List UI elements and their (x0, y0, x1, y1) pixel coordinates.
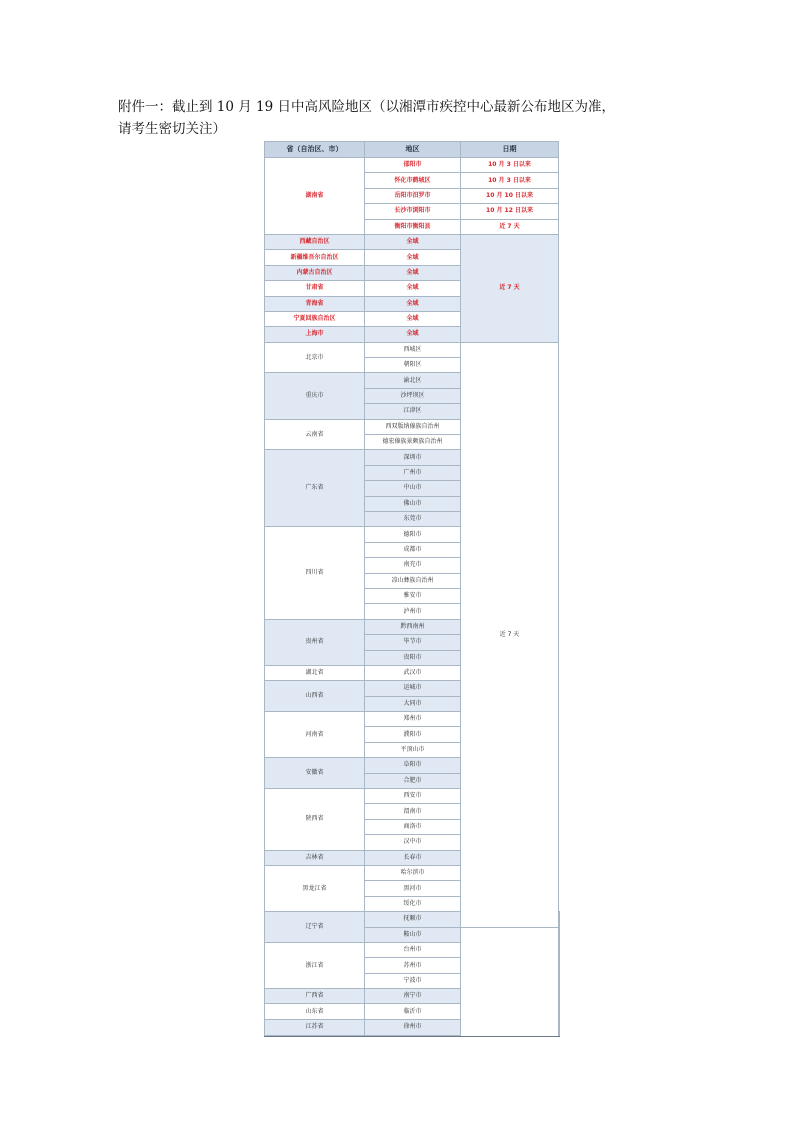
date-cell: 10 月 12 日以来 (461, 204, 559, 219)
area-cell: 渝北区 (365, 373, 461, 388)
area-cell: 岳阳市汨罗市 (365, 188, 461, 203)
area-cell: 全域 (365, 234, 461, 249)
province-cell: 贵州省 (265, 619, 365, 665)
province-cell: 浙江省 (265, 942, 365, 988)
table-header-row (265, 142, 560, 158)
date-cell: 近 7 天 (461, 219, 559, 234)
table-row (265, 989, 560, 1004)
province-cell: 四川省 (265, 527, 365, 619)
area-cell: 怀化市鹤城区 (365, 173, 461, 188)
area-cell: 全域 (365, 311, 461, 326)
area-cell: 德阳市 (365, 527, 461, 542)
area-cell: 濮阳市 (365, 727, 461, 742)
area-cell: 汉中市 (365, 835, 461, 850)
date-cell: 10 月 3 日以来 (461, 158, 559, 173)
province-cell: 吉林省 (265, 850, 365, 865)
province-cell: 辽宁省 (265, 912, 365, 943)
area-cell: 中山市 (365, 481, 461, 496)
area-cell: 阜阳市 (365, 758, 461, 773)
province-cell: 广东省 (265, 450, 365, 527)
heading-line-1: 附件一：截止到 10 月 19 日中高风险地区（以湘潭市疾控中心最新公布地区为准， (118, 99, 616, 115)
page-heading (118, 96, 678, 140)
area-cell: 西城区 (365, 342, 461, 357)
area-cell: 全域 (365, 265, 461, 280)
risk-area-table (264, 141, 560, 1036)
area-cell: 全域 (365, 327, 461, 342)
table-row (265, 158, 560, 173)
area-cell: 黑河市 (365, 881, 461, 896)
area-cell: 武汉市 (365, 665, 461, 680)
header-area: 地区 (365, 142, 461, 158)
area-cell: 江津区 (365, 404, 461, 419)
province-cell: 陕西省 (265, 789, 365, 851)
area-cell: 商洛市 (365, 819, 461, 834)
date-span-cell: 近 7 天 (461, 342, 559, 927)
area-cell: 东莞市 (365, 511, 461, 526)
area-cell: 西安市 (365, 789, 461, 804)
area-cell: 台州市 (365, 942, 461, 957)
area-cell: 衡阳市衡阳县 (365, 219, 461, 234)
area-cell: 深圳市 (365, 450, 461, 465)
province-cell: 江苏省 (265, 1019, 365, 1035)
area-cell: 西双版纳傣族自治州 (365, 419, 461, 434)
header-province: 省（自治区、市） (265, 142, 365, 158)
area-cell: 朝阳区 (365, 358, 461, 373)
province-cell: 内蒙古自治区 (265, 265, 365, 280)
area-cell: 成都市 (365, 542, 461, 557)
province-cell: 河南省 (265, 712, 365, 758)
area-cell: 南宁市 (365, 989, 461, 1004)
area-cell: 泸州市 (365, 604, 461, 619)
area-cell: 佛山市 (365, 496, 461, 511)
area-cell: 德宏傣族景颇族自治州 (365, 435, 461, 450)
area-cell: 全域 (365, 250, 461, 265)
date-cell: 10 月 10 日以来 (461, 188, 559, 203)
area-cell: 郑州市 (365, 712, 461, 727)
date-span-cell (559, 912, 560, 1036)
area-cell: 临沂市 (365, 1004, 461, 1019)
table-row (265, 234, 560, 249)
area-cell: 哈尔滨市 (365, 865, 461, 880)
area-cell: 黔西南州 (365, 619, 461, 634)
area-cell: 抚顺市 (365, 912, 461, 927)
table-row (265, 342, 560, 357)
area-cell: 全域 (365, 296, 461, 311)
area-cell: 徐州市 (365, 1019, 461, 1035)
area-cell: 长沙市浏阳市 (365, 204, 461, 219)
area-cell: 渭南市 (365, 804, 461, 819)
province-cell: 山东省 (265, 1004, 365, 1019)
province-cell: 重庆市 (265, 373, 365, 419)
table-row (265, 1019, 560, 1035)
province-cell: 湖南省 (265, 158, 365, 235)
header-date: 日期 (461, 142, 559, 158)
province-cell: 西藏自治区 (265, 234, 365, 249)
area-cell: 苏州市 (365, 958, 461, 973)
area-cell: 长春市 (365, 850, 461, 865)
area-cell: 鞍山市 (365, 927, 461, 942)
area-cell: 运城市 (365, 681, 461, 696)
province-cell: 云南省 (265, 419, 365, 450)
area-cell: 南充市 (365, 558, 461, 573)
province-cell: 宁夏回族自治区 (265, 311, 365, 326)
area-cell: 绥化市 (365, 896, 461, 911)
date-span-cell: 近 7 天 (461, 234, 559, 342)
province-cell: 甘肃省 (265, 281, 365, 296)
table-row (265, 1004, 560, 1019)
area-cell: 贵阳市 (365, 650, 461, 665)
province-cell: 安徽省 (265, 758, 365, 789)
province-cell: 青海省 (265, 296, 365, 311)
area-cell: 雅安市 (365, 588, 461, 603)
province-cell: 广西省 (265, 989, 365, 1004)
province-cell: 黑龙江省 (265, 865, 365, 911)
province-cell: 湖北省 (265, 665, 365, 680)
area-cell: 邵阳市 (365, 158, 461, 173)
area-cell: 全域 (365, 281, 461, 296)
province-cell: 上海市 (265, 327, 365, 342)
province-cell: 新疆维吾尔自治区 (265, 250, 365, 265)
area-cell: 大同市 (365, 696, 461, 711)
area-cell: 沙坪坝区 (365, 388, 461, 403)
area-cell: 平顶山市 (365, 742, 461, 757)
area-cell: 凉山彝族自治州 (365, 573, 461, 588)
table-body (265, 158, 560, 1036)
area-cell: 合肥市 (365, 773, 461, 788)
province-cell: 山西省 (265, 681, 365, 712)
area-cell: 广州市 (365, 465, 461, 480)
province-cell: 北京市 (265, 342, 365, 373)
table-row (265, 942, 560, 957)
area-cell: 毕节市 (365, 635, 461, 650)
heading-line-2: 请考生密切关注） (118, 121, 226, 137)
area-cell: 宁波市 (365, 973, 461, 988)
risk-area-table-container (264, 141, 560, 1036)
date-cell: 10 月 3 日以来 (461, 173, 559, 188)
